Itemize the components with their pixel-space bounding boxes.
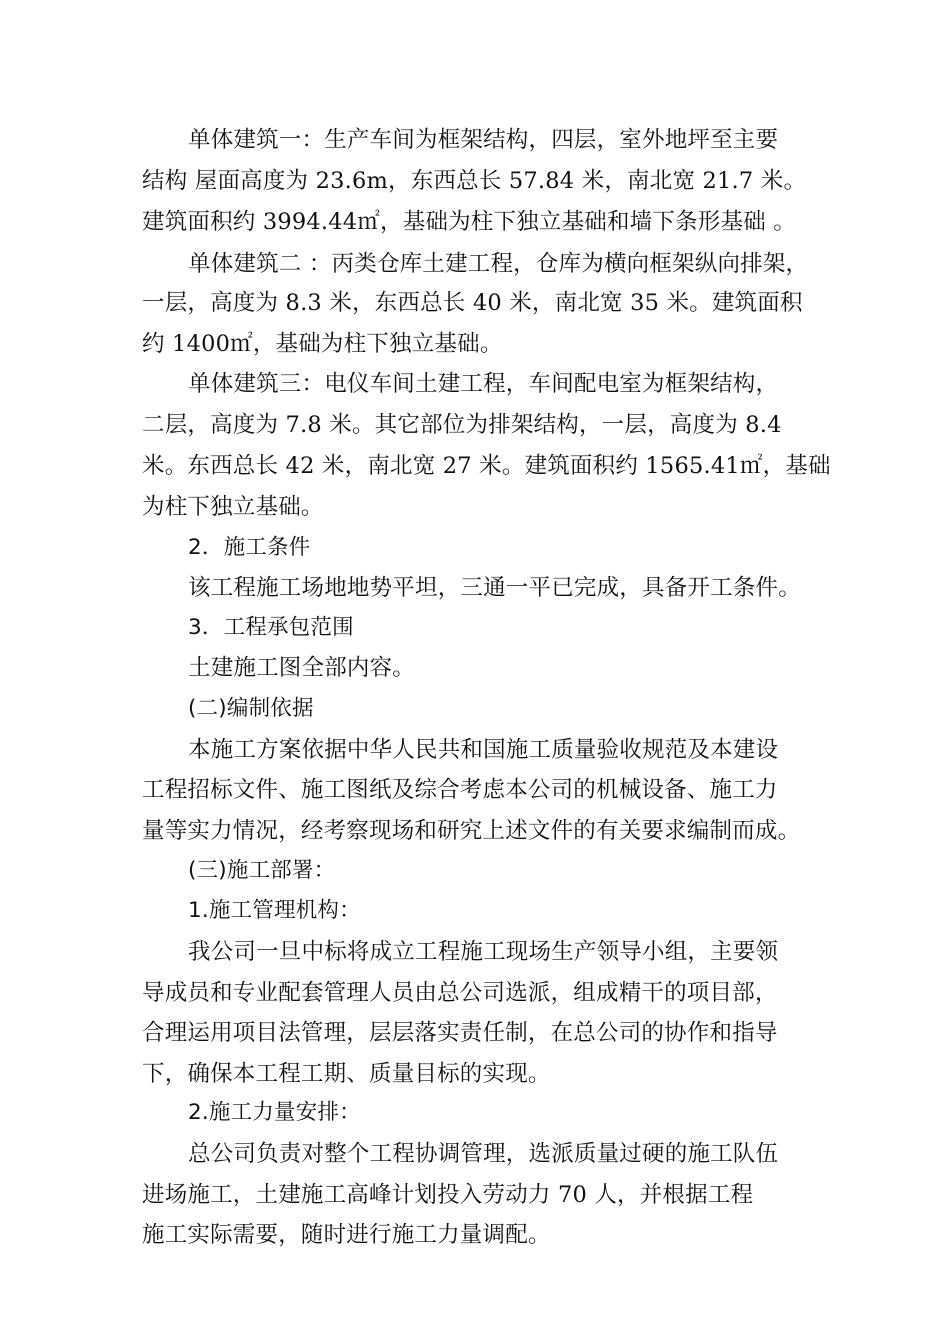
force-line-2: 进场施工，土建施工高峰计划投入劳动力 70 人，并根据工程 [142,1182,754,1208]
mgmt-line-3: 合理运用项目法管理，层层落实责任制，在总公司的协作和指导 [142,1020,778,1046]
building-3-line-3: 米。东西总长 42 米，南北宽 27 米。建筑面积约 1565.41㎡，基础 [142,453,831,479]
building-3-line-4: 为柱下独立基础。 [142,494,324,520]
building-2-line-3: 约 1400㎡，基础为柱下独立基础。 [142,331,503,357]
building-2-line-2: 一层，高度为 8.3 米，东西总长 40 米，南北宽 35 米。建筑面积 [142,290,803,316]
mgmt-line-2: 导成员和专业配套管理人员由总公司选派，组成精干的项目部， [142,980,778,1006]
mgmt-heading: 1.施工管理机构： [188,898,361,923]
building-1-line-1: 单体建筑一：生产车间为框架结构，四层，室外地坪至主要 [188,127,779,153]
force-line-3: 施工实际需要，随时进行施工力量调配。 [142,1222,551,1248]
building-2-line-1: 单体建筑二 ：丙类仓库土建工程，仓库为横向框架纵向排架， [188,251,809,277]
building-3-line-1: 单体建筑三：电仪车间土建工程，车间配电室为框架结构， [188,371,779,397]
deployment-heading: (三)施工部署： [188,858,336,883]
building-1-line-2: 结构 屋面高度为 23.6m，东西总长 57.84 米，南北宽 21.7 米。 [142,168,807,194]
section-3-heading: 3．工程承包范围 [188,615,354,640]
mgmt-line-4: 下，确保本工程工期、质量目标的实现。 [142,1061,551,1087]
section-2-text: 该工程施工场地地势平坦，三通一平已完成，具备开工条件。 [188,575,801,601]
mgmt-line-1: 我公司一旦中标将成立工程施工现场生产领导小组，主要领 [188,939,779,965]
force-heading: 2.施工力量安排： [188,1100,361,1125]
building-3-line-2: 二层，高度为 7.8 米。其它部位为排架结构，一层，高度为 8.4 [142,412,782,438]
building-1-line-3: 建筑面积约 3994.44㎡，基础为柱下独立基础和墙下条形基础 。 [142,209,796,235]
basis-line-3: 量等实力情况，经考察现场和研究上述文件的有关要求编制而成。 [142,818,801,844]
basis-line-1: 本施工方案依据中华人民共和国施工质量验收规范及本建设 [188,737,779,763]
section-2-heading: 2．施工条件 [188,535,311,560]
section-3-text: 土建施工图全部内容。 [188,655,416,681]
basis-line-2: 工程招标文件、施工图纸及综合考虑本公司的机械设备、施工力 [142,777,778,803]
force-line-1: 总公司负责对整个工程协调管理，选派质量过硬的施工队伍 [188,1141,779,1167]
basis-heading: (二)编制依据 [188,696,314,721]
